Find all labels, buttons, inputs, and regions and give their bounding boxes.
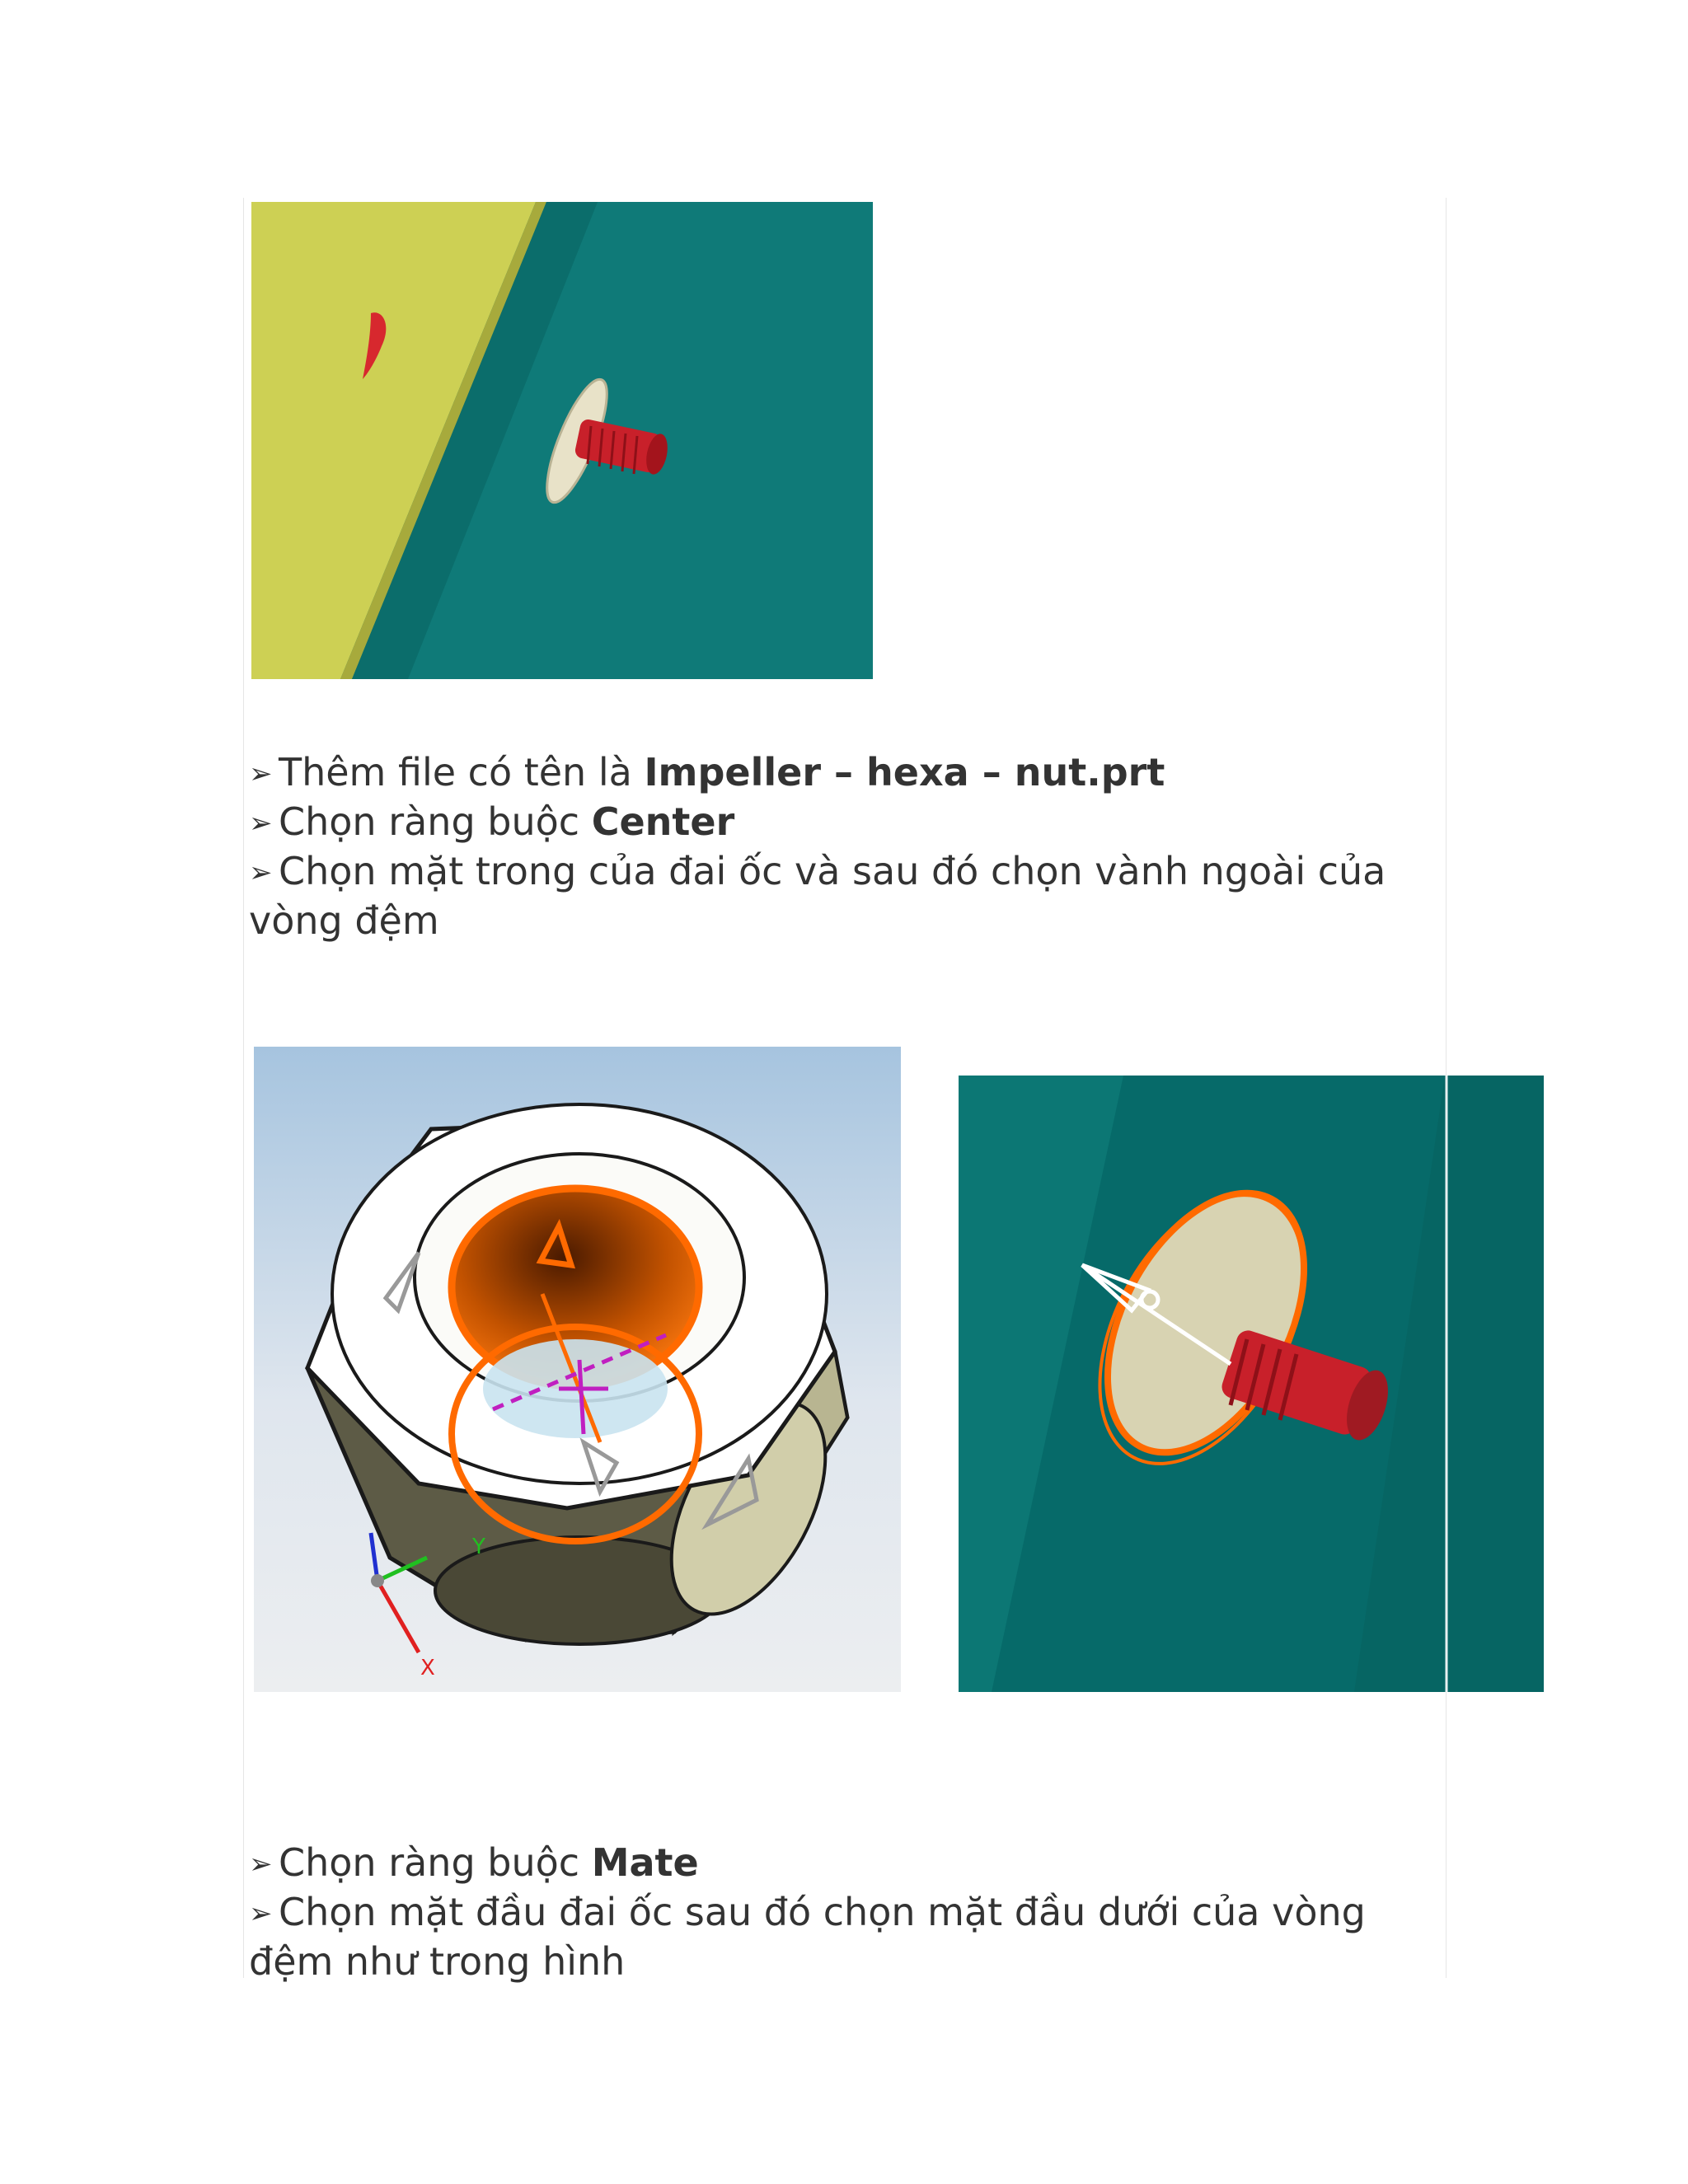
axis-x-label: X — [420, 1656, 435, 1680]
figure-washer-bolt — [251, 202, 873, 679]
bullet-arrow-icon: ➢ — [249, 757, 273, 790]
instruction-text: Chọn ràng buộc — [279, 1840, 592, 1885]
page-frame-left — [243, 198, 244, 1978]
instruction-text: Chọn mặt trong của đai ốc và sau đó chọn vành ngoài của vòng đệm — [249, 849, 1386, 943]
instruction-text: Thêm file có tên là — [279, 750, 645, 794]
instruction-text: Chọn ràng buộc — [279, 799, 592, 844]
instruction-text: Chọn mặt đầu đai ốc sau đó chọn mặt đầu dưới của vòng đệm như trong hình — [249, 1890, 1366, 1984]
instruction-item — [249, 1890, 1378, 1985]
bullet-arrow-icon: ➢ — [249, 807, 273, 840]
figure-washer-selected — [959, 1076, 1544, 1692]
bullet-arrow-icon: ➢ — [249, 1897, 273, 1930]
instruction-block-1 — [249, 750, 1436, 944]
washer-bolt-render — [251, 202, 873, 679]
instruction-item — [249, 799, 1436, 849]
instruction-item — [249, 1840, 1436, 1890]
file-name: Impeller – hexa – nut.prt — [644, 750, 1165, 794]
constraint-name: Center — [591, 799, 735, 844]
washer-selected-render — [959, 1076, 1544, 1692]
constraint-name: Mate — [591, 1840, 699, 1885]
bullet-arrow-icon: ➢ — [249, 856, 273, 889]
instruction-item — [249, 750, 1436, 799]
hex-nut-render — [254, 1047, 901, 1692]
axis-y-label: Y — [472, 1535, 485, 1559]
figure-hex-nut — [254, 1047, 901, 1692]
instruction-item — [249, 849, 1403, 944]
instruction-block-2 — [249, 1840, 1436, 1985]
bullet-arrow-icon: ➢ — [249, 1848, 273, 1881]
